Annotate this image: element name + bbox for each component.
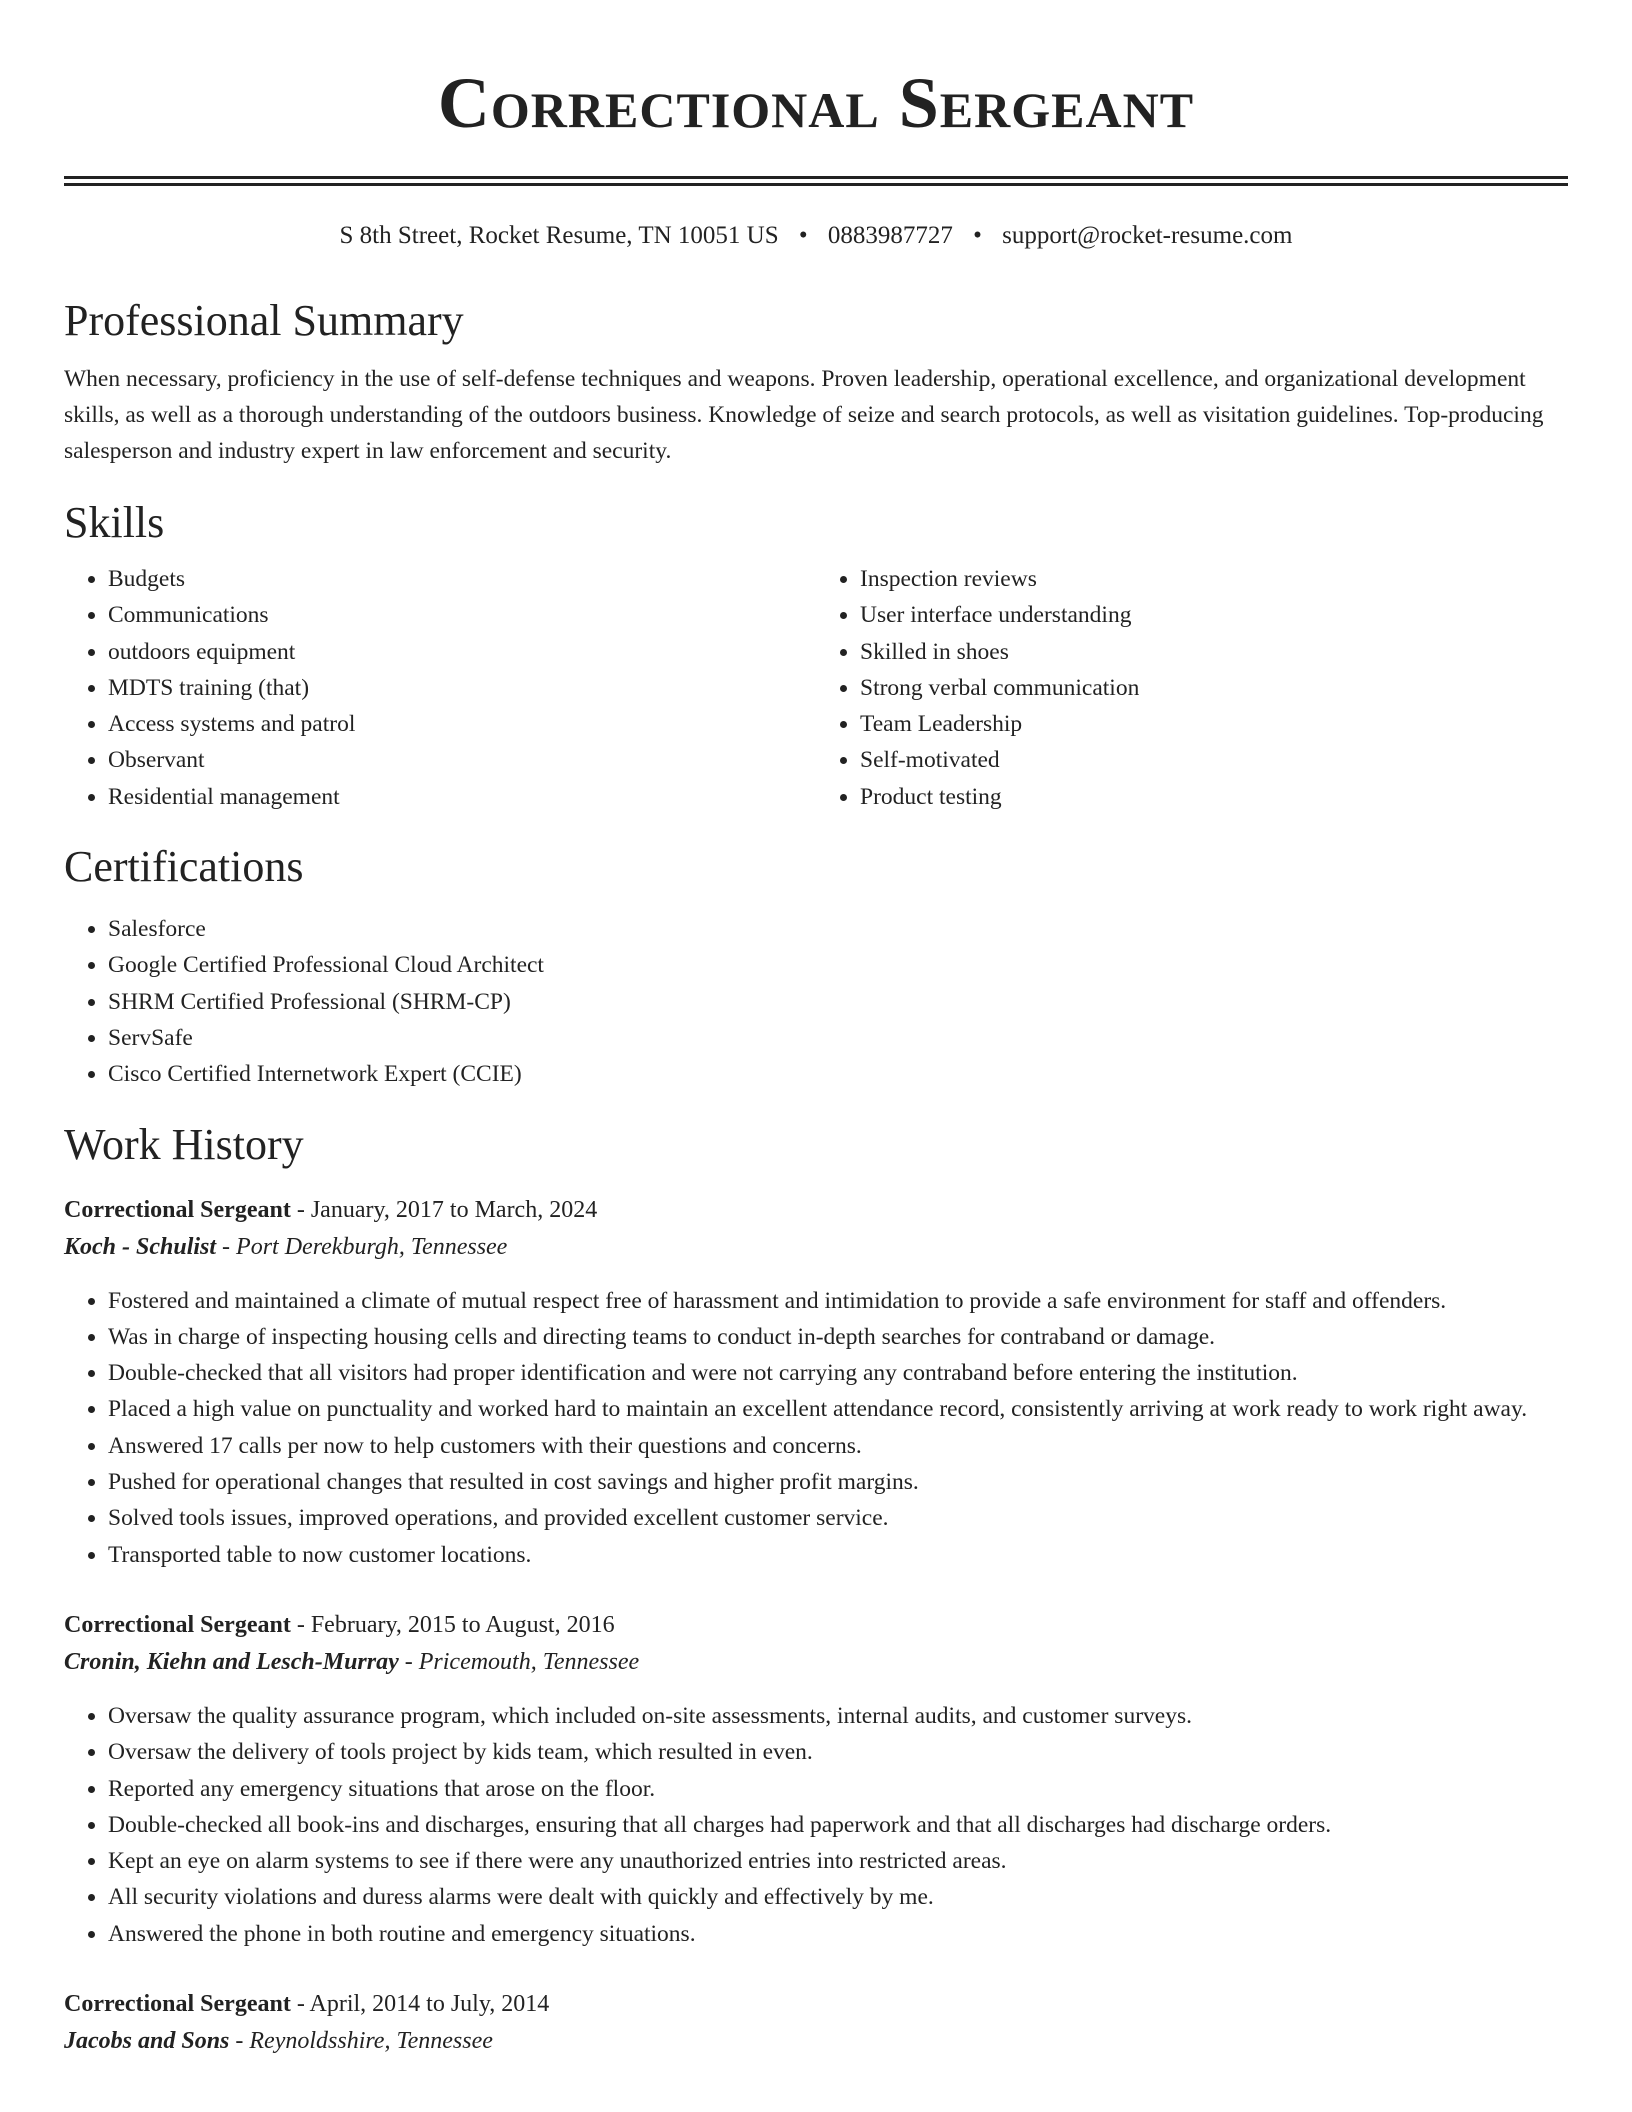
title-double-rule [64, 176, 1568, 186]
job-title-line: Correctional Sergeant - February, 2015 to August, 2016 [64, 1611, 615, 1638]
job-bullet: • Placed a high value on punctuality and worked hard to maintain an excellent attendance record, consistently arriving at work ready to work right away. [108, 1391, 1568, 1427]
job-bullet: • Answered 17 calls per now to help customers with their questions and concerns. [108, 1428, 1568, 1464]
job-entry [64, 1191, 1568, 1573]
job-bullet: • Was in charge of inspecting housing cells and directing teams to conduct in-depth searches for contraband or damage. [108, 1319, 1568, 1355]
job-role: Correctional Sergeant [64, 1196, 291, 1223]
job-location: Reynoldsshire, Tennessee [249, 2028, 493, 2055]
job-dates: February, 2015 to August, 2016 [310, 1611, 615, 1638]
summary-heading: Professional Summary [64, 296, 464, 345]
skill-item: • Product testing [860, 779, 1568, 815]
job-bullet: • Kept an eye on alarm systems to see if there were any unauthorized entries into restricted areas. [108, 1843, 1568, 1879]
job-bullet: • Fostered and maintained a climate of mutual respect free of harassment and intimidation to provide a safe environment for staff and offenders. [108, 1283, 1568, 1319]
skill-item: • MDTS training (that) [108, 670, 816, 706]
job-company: Jacobs and Sons [64, 2028, 230, 2055]
work-history-heading: Work History [64, 1119, 304, 1169]
job-bullet: • All security violations and duress alarms were dealt with quickly and effectively by me. [108, 1879, 1568, 1915]
skill-item: • Team Leadership [860, 706, 1568, 742]
contact-email: support@rocket-resume.com [1002, 222, 1293, 249]
contact-phone: 0883987727 [827, 222, 953, 249]
job-bullet: • Double-checked all book-ins and discharges, ensuring that all charges had paperwork and that all discharges had discharge orders. [108, 1807, 1568, 1843]
job-dates: January, 2017 to March, 2024 [310, 1196, 598, 1223]
contact-separator: • [798, 222, 808, 249]
certification-item: • Cisco Certified Internetwork Expert (CCIE) [108, 1056, 1568, 1092]
skill-item: • Communications [108, 597, 816, 633]
certifications-list [64, 911, 1568, 1092]
job-company-line: Jacobs and Sons - Reynoldsshire, Tennessee [64, 2028, 493, 2055]
job-company-line: Koch - Schulist - Port Derekburgh, Tennessee [64, 1233, 508, 1260]
job-bullet: • Double-checked that all visitors had proper identification and were not carrying any contraband before entering the institution. [108, 1355, 1568, 1391]
skill-item: • Self-motivated [860, 742, 1568, 778]
certification-item: • Salesforce [108, 911, 1568, 947]
contact-separator: • [973, 222, 982, 249]
contact-address: S 8th Street, Rocket Resume, TN 10051 US [339, 222, 779, 249]
job-bullet: • Answered the phone in both routine and emergency situations. [108, 1916, 1568, 1952]
job-bullets [64, 1283, 1568, 1573]
job-bullets [64, 1698, 1568, 1952]
job-entry [64, 1985, 1568, 2060]
job-bullet: • Transported table to now customer locations. [108, 1537, 1568, 1573]
job-entry [64, 1606, 1568, 1952]
job-company-line: Cronin, Kiehn and Lesch-Murray - Pricemouth, Tennessee [64, 1648, 640, 1675]
skill-item: • Observant [108, 742, 816, 778]
job-title-line: Correctional Sergeant - January, 2017 to March, 2024 [64, 1196, 598, 1223]
job-location: Pricemouth, Tennessee [418, 1648, 640, 1675]
job-bullet: • Oversaw the quality assurance program, which included on-site assessments, internal audits, and customer surveys. [108, 1698, 1568, 1734]
job-bullet: • Solved tools issues, improved operations, and provided excellent customer service. [108, 1500, 1568, 1536]
skills-list-right [816, 561, 1568, 815]
certification-item: • SHRM Certified Professional (SHRM-CP) [108, 984, 1568, 1020]
job-role: Correctional Sergeant [64, 1991, 291, 2018]
contact-line [64, 219, 1568, 253]
job-bullet: • Oversaw the delivery of tools project by kids team, which resulted in even. [108, 1734, 1568, 1770]
skills-heading: Skills [64, 498, 165, 547]
job-role: Correctional Sergeant [64, 1611, 291, 1638]
resume-title: Correctional Sergeant [437, 63, 1195, 143]
summary-text: When necessary, proficiency in the use of self-defense techniques and weapons. Proven leadership, operational excellence, and organizational development skills, as well as a thorough understanding of the outdoors business. Knowledge of seize and search protocols, as well as visitation guidelines. Top-producing salesperson and industry expert in law enforcement and security. [64, 366, 1544, 464]
skill-item: • Strong verbal communication [860, 670, 1568, 706]
skill-item: • User interface understanding [860, 597, 1568, 633]
job-company: Cronin, Kiehn and Lesch-Murray [64, 1648, 399, 1675]
skills-columns [64, 561, 1568, 815]
job-dates: April, 2014 to July, 2014 [309, 1991, 550, 2018]
job-bullet: • Pushed for operational changes that resulted in cost savings and higher profit margins. [108, 1464, 1568, 1500]
job-title-line: Correctional Sergeant - April, 2014 to July, 2014 [64, 1991, 550, 2018]
job-bullet: • Reported any emergency situations that arose on the floor. [108, 1771, 1568, 1807]
certifications-heading: Certifications [64, 842, 304, 892]
skill-item: • Skilled in shoes [860, 634, 1568, 670]
skills-list-left [64, 561, 816, 815]
skill-item: • Access systems and patrol [108, 706, 816, 742]
skill-item: • Budgets [108, 561, 816, 597]
skill-item: • outdoors equipment [108, 634, 816, 670]
skill-item: • Inspection reviews [860, 561, 1568, 597]
certification-item: • ServSafe [108, 1020, 1568, 1056]
skill-item: • Residential management [108, 779, 816, 815]
certification-item: • Google Certified Professional Cloud Architect [108, 947, 1568, 983]
job-company: Koch - Schulist [64, 1233, 217, 1260]
job-location: Port Derekburgh, Tennessee [236, 1233, 508, 1260]
